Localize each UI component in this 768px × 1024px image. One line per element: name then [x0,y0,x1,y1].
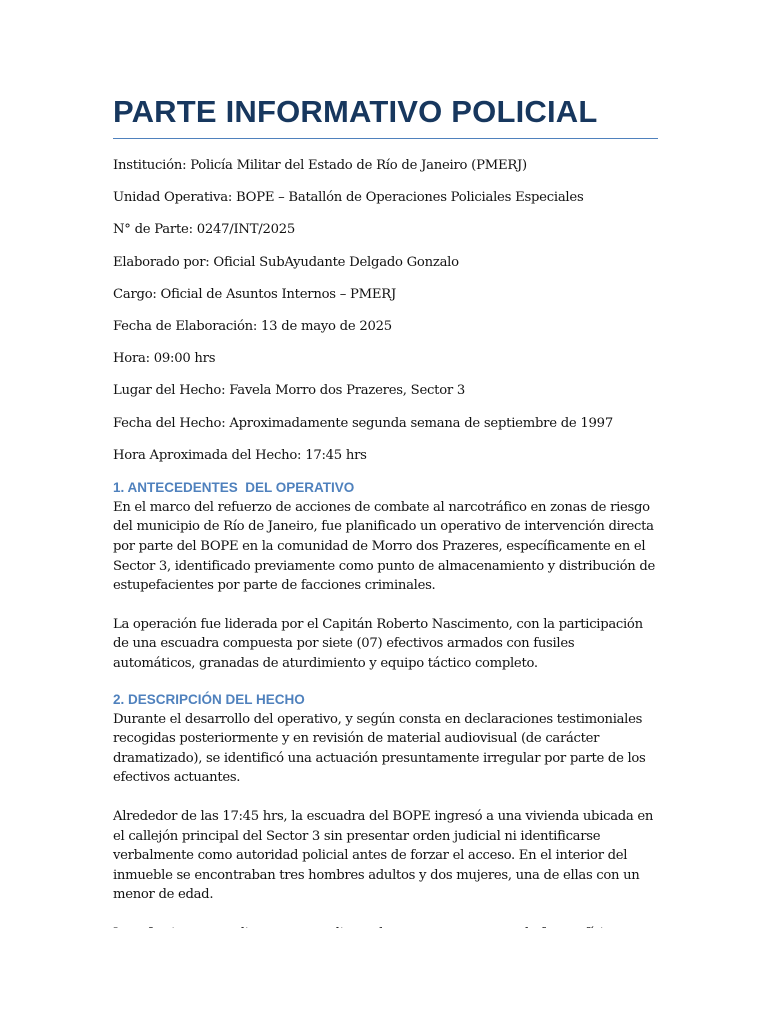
field-hora: Hora: 09:00 hrs [113,351,216,367]
section-heading-descripcion: 2. DESCRIPCIÓN DEL HECHO [113,691,305,707]
document-title: PARTE INFORMATIVO POLICIAL [113,92,658,139]
paragraph-descripcion-2: Alrededor de las 17:45 hrs, la escuadra del BOPE ingresó a una vivienda ubicada en el callejón principal del Sector 3 sin presentar orden judicial ni identificarse verbalmente como autoridad policial antes de forzar el acceso. En el interior del inmueble se encontraban tres hombres adultos y dos mujeres, una de ellas con un menor de edad. [113,809,654,903]
field-elaborado-por: Elaborado por: Oficial SubAyudante Delgado Gonzalo [113,254,459,270]
field-fecha-hecho: Fecha del Hecho: Aproximadamente segunda semana de septiembre de 1997 [113,415,613,431]
field-fecha-elaboracion: Fecha de Elaboración: 13 de mayo de 2025 [113,318,392,334]
page-bottom-margin [0,928,768,1024]
field-institucion: Institución: Policía Militar del Estado de Río de Janeiro (PMERJ) [113,158,527,173]
field-unidad-operativa: Unidad Operativa: BOPE – Batallón de Operaciones Policiales Especiales [113,190,584,206]
document-page [113,92,658,983]
paragraph-antecedentes-2: La operación fue liderada por el Capitán Roberto Nascimento, con la participación de una escuadra compuesta por siete (07) efectivos armados con fusiles automáticos, granadas de aturdimiento y equipo táctico completo. [113,616,643,672]
field-numero-parte: N° de Parte: 0247/INT/2025 [113,222,296,238]
paragraph-descripcion-1: Durante el desarrollo del operativo, y según consta en declaraciones testimoniales recogidas posteriormente y en revisión de material audiovisual (de carácter dramatizado), se identificó una actuación presuntamente irregular por parte de los efectivos actuantes. [113,711,646,786]
field-hora-hecho: Hora Aproximada del Hecho: 17:45 hrs [113,447,367,463]
field-lugar-hecho: Lugar del Hecho: Favela Morro dos Prazeres, Sector 3 [113,383,466,399]
section-heading-antecedentes: 1. ANTECEDENTES DEL OPERATIVO [113,479,355,495]
header-fields [113,156,658,466]
field-cargo: Cargo: Oficial de Asuntos Internos – PMERJ [113,286,396,302]
paragraph-antecedentes-1: En el marco del refuerzo de acciones de combate al narcotráfico en zonas de riesgo del municipio de Río de Janeiro, fue planificado un operativo de intervención directa por parte del BOPE en la comunidad de Morro dos Prazeres, específicamente en el Sector 3, identificado previamente como punto de almacenamiento y distribución de estupefacientes por parte de facciones criminales. [113,499,656,594]
